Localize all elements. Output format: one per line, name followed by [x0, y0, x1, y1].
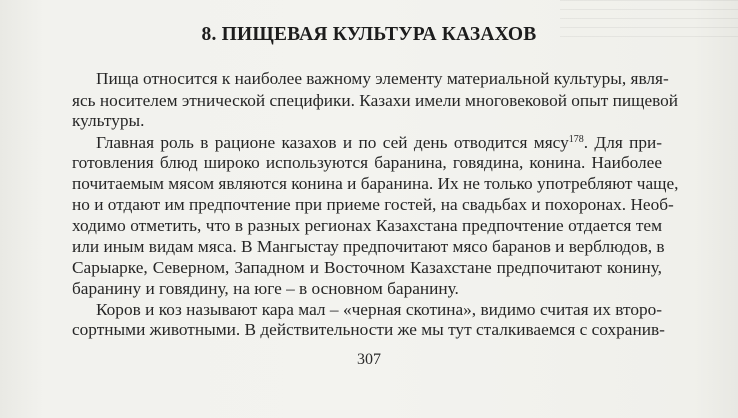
page-number: 307: [357, 351, 381, 368]
paragraph-2-line-8: баранину и говядину, на юге – в основном баранину.: [72, 279, 459, 298]
paragraph-3-line-1: Коров и коз называют кара мал – «черная скотина», видимо считая их второ-: [96, 300, 662, 319]
chapter-heading: 8. ПИЩЕВАЯ КУЛЬТУРА КАЗАХОВ: [201, 24, 537, 45]
footnote-reference[interactable]: 178: [568, 134, 584, 145]
paragraph-3-line-2: сортными животными. В действительности же мы тут сталкиваемся с сохранив-: [72, 320, 665, 339]
paragraph-1-line-2: ясь носителем этнической специфики. Казахи имели многовековой опыт пищевой: [72, 91, 679, 110]
paragraph-2-line-1: [96, 133, 662, 153]
paragraph-2-line-3: почитаемым мясом являются конина и баранина. Их не только употребляют чаще,: [72, 174, 679, 193]
paragraph-2-line-1-tail: . Для при-: [583, 133, 663, 152]
paragraph-1-line-3: культуры.: [72, 111, 145, 130]
paragraph-2-line-5: ходимо отметить, что в разных регионах Казахстана предпочтение отдается тем: [72, 216, 662, 235]
paragraph-2-line-7: Сарыарке, Северном, Западном и Восточном Казахстане предпочитают конину,: [72, 258, 662, 277]
paragraph-2-line-2: готовления блюд широко используются баранина, говядина, конина. Наиболее: [72, 153, 662, 172]
paragraph-2-line-6: или иным видам мяса. В Мангыстау предпочитают мясо баранов и верблюдов, в: [72, 237, 665, 256]
paragraph-1-line-1: Пища относится к наиболее важному элементу материальной культуры, явля-: [96, 69, 669, 88]
paragraph-2-line-4: но и отдают им предпочтение при приеме гостей, на свадьбах и похоронах. Необ-: [72, 195, 674, 214]
paragraph-2-line-1-text: Главная роль в рационе казахов и по сей день отводится мясу: [96, 133, 569, 152]
